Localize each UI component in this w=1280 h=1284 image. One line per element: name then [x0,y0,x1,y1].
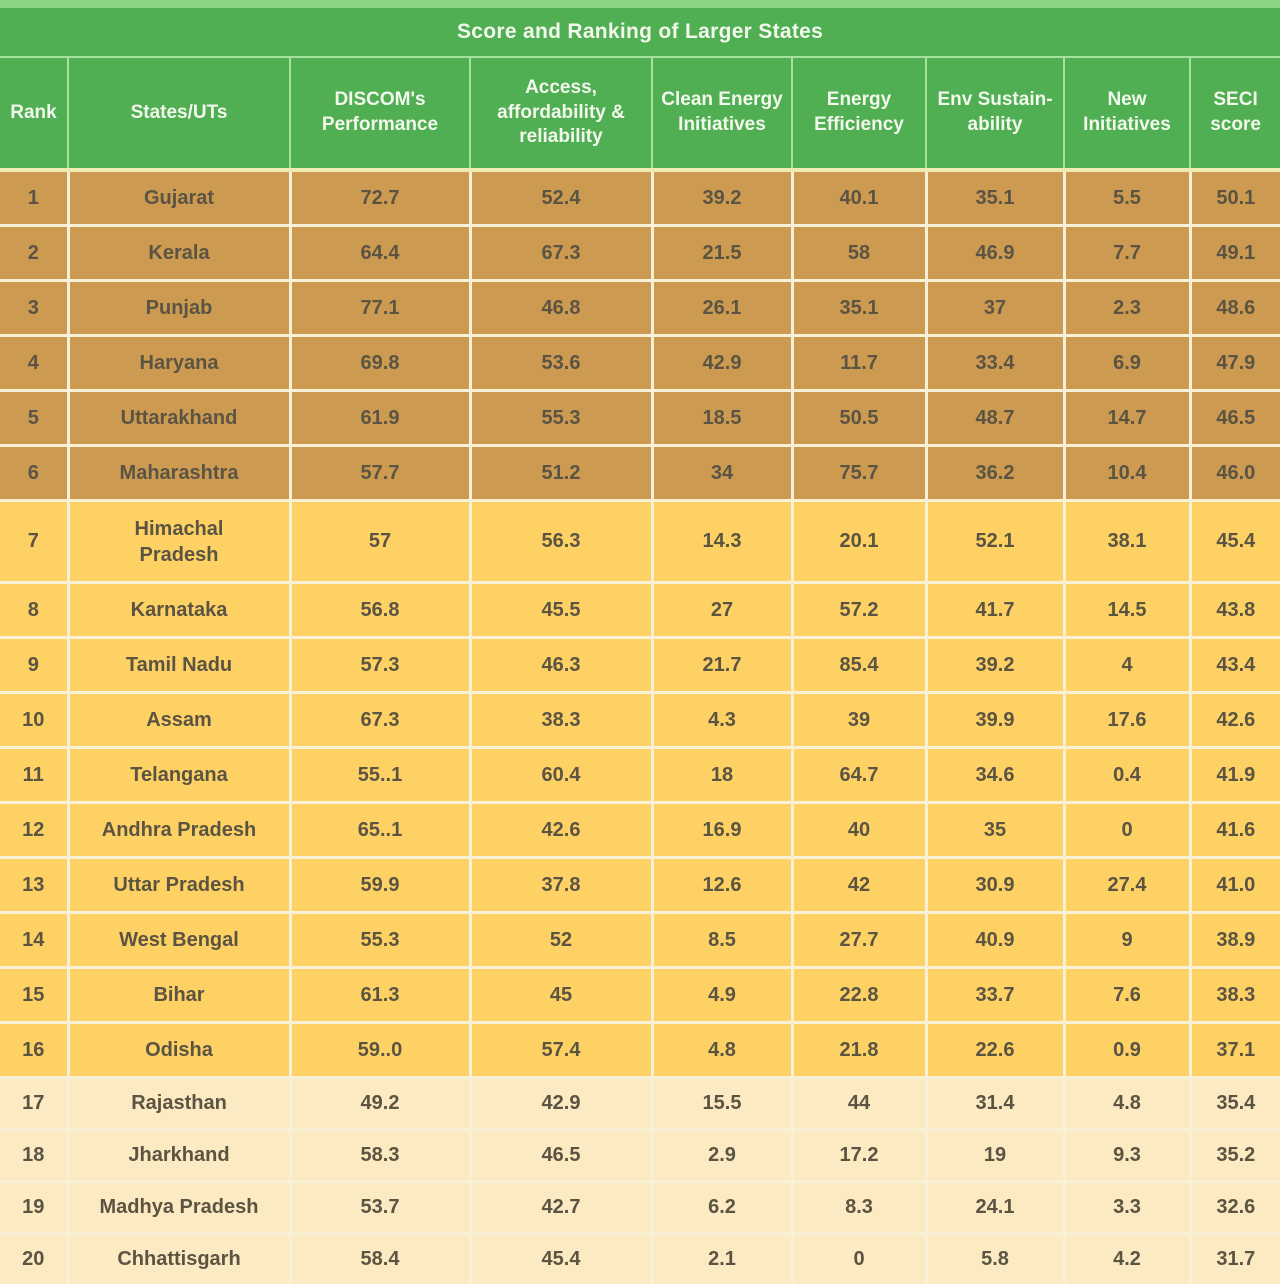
rank-cell: 14 [0,913,68,968]
rank-cell: 6 [0,446,68,501]
score-cell: 36.2 [926,446,1064,501]
score-cell: 4.9 [652,968,792,1023]
score-cell: 64.4 [290,226,470,281]
score-cell: 61.9 [290,391,470,446]
table-row [0,1234,1280,1284]
score-cell: 41.7 [926,583,1064,638]
score-cell: 45.5 [470,583,652,638]
rank-cell: 2 [0,226,68,281]
rank-cell: 16 [0,1023,68,1078]
score-cell: 60.4 [470,748,652,803]
score-cell: 12.6 [652,858,792,913]
state-cell: Chhattisgarh [68,1234,290,1284]
score-cell: 39.2 [652,170,792,226]
table-row [0,1023,1280,1078]
score-cell: 56.3 [470,501,652,583]
score-cell: 42.6 [470,803,652,858]
score-cell: 35.1 [792,281,926,336]
score-cell: 64.7 [792,748,926,803]
score-cell: 37.1 [1190,1023,1280,1078]
score-cell: 0 [1064,803,1190,858]
score-cell: 0 [792,1234,926,1284]
score-cell: 2.3 [1064,281,1190,336]
score-cell: 14.3 [652,501,792,583]
state-cell: Himachal Pradesh [68,501,290,583]
score-cell: 55.3 [470,391,652,446]
rank-cell: 1 [0,170,68,226]
score-cell: 20.1 [792,501,926,583]
score-cell: 40.9 [926,913,1064,968]
state-cell: Tamil Nadu [68,638,290,693]
score-cell: 19 [926,1130,1064,1182]
score-cell: 0.4 [1064,748,1190,803]
state-cell: Kerala [68,226,290,281]
score-cell: 4.8 [652,1023,792,1078]
rank-cell: 10 [0,693,68,748]
score-cell: 67.3 [470,226,652,281]
table-row [0,858,1280,913]
state-cell: Madhya Pradesh [68,1182,290,1234]
score-cell: 33.4 [926,336,1064,391]
score-cell: 6.9 [1064,336,1190,391]
score-cell: 41.9 [1190,748,1280,803]
score-cell: 45.4 [470,1234,652,1284]
score-cell: 26.1 [652,281,792,336]
score-cell: 15.5 [652,1078,792,1130]
table-row [0,913,1280,968]
score-cell: 30.9 [926,858,1064,913]
rank-cell: 7 [0,501,68,583]
score-cell: 45 [470,968,652,1023]
score-cell: 41.0 [1190,858,1280,913]
score-cell: 57 [290,501,470,583]
table-row [0,336,1280,391]
score-cell: 58 [792,226,926,281]
score-cell: 34.6 [926,748,1064,803]
score-cell: 46.9 [926,226,1064,281]
score-cell: 27.4 [1064,858,1190,913]
score-cell: 50.1 [1190,170,1280,226]
score-cell: 27 [652,583,792,638]
table-title-row [0,8,1280,57]
score-cell: 58.4 [290,1234,470,1284]
state-cell: Punjab [68,281,290,336]
score-cell: 42.7 [470,1182,652,1234]
score-cell: 6.2 [652,1182,792,1234]
score-cell: 41.6 [1190,803,1280,858]
table-row [0,583,1280,638]
rank-cell: 8 [0,583,68,638]
column-header-states-uts: States/UTs [68,57,290,170]
score-cell: 17.2 [792,1130,926,1182]
rank-cell: 15 [0,968,68,1023]
score-cell: 57.2 [792,583,926,638]
score-cell: 40 [792,803,926,858]
score-cell: 47.9 [1190,336,1280,391]
score-cell: 50.5 [792,391,926,446]
score-cell: 11.7 [792,336,926,391]
column-header-new-initiatives: New Initiatives [1064,57,1190,170]
rank-cell: 4 [0,336,68,391]
score-cell: 9.3 [1064,1130,1190,1182]
score-cell: 33.7 [926,968,1064,1023]
score-cell: 32.6 [1190,1182,1280,1234]
score-cell: 85.4 [792,638,926,693]
score-cell: 43.8 [1190,583,1280,638]
score-cell: 8.5 [652,913,792,968]
column-header-energy-efficiency: Energy Efficiency [792,57,926,170]
score-cell: 59.9 [290,858,470,913]
score-cell: 27.7 [792,913,926,968]
score-cell: 57.4 [470,1023,652,1078]
score-cell: 34 [652,446,792,501]
column-header-row [0,57,1280,170]
table-row [0,501,1280,583]
rank-cell: 11 [0,748,68,803]
column-header-rank: Rank [0,57,68,170]
table-row [0,1078,1280,1130]
state-cell: Karnataka [68,583,290,638]
state-cell: Uttarakhand [68,391,290,446]
page-title: Score and Ranking of Larger States [0,8,1280,57]
score-cell: 39.2 [926,638,1064,693]
score-cell: 10.4 [1064,446,1190,501]
state-cell: Bihar [68,968,290,1023]
table-row [0,170,1280,226]
score-cell: 37.8 [470,858,652,913]
score-cell: 7.6 [1064,968,1190,1023]
rank-cell: 17 [0,1078,68,1130]
score-cell: 42.9 [470,1078,652,1130]
score-cell: 65..1 [290,803,470,858]
table-row [0,803,1280,858]
ranking-table [0,8,1280,1284]
score-cell: 18.5 [652,391,792,446]
score-cell: 42 [792,858,926,913]
top-strip [0,0,1280,8]
score-cell: 72.7 [290,170,470,226]
rank-cell: 9 [0,638,68,693]
score-cell: 40.1 [792,170,926,226]
table-row [0,638,1280,693]
score-cell: 75.7 [792,446,926,501]
score-cell: 39 [792,693,926,748]
score-cell: 48.7 [926,391,1064,446]
score-cell: 51.2 [470,446,652,501]
score-cell: 46.8 [470,281,652,336]
score-cell: 4 [1064,638,1190,693]
table-row [0,1130,1280,1182]
score-cell: 7.7 [1064,226,1190,281]
score-cell: 5.8 [926,1234,1064,1284]
score-cell: 2.9 [652,1130,792,1182]
score-cell: 55.3 [290,913,470,968]
score-cell: 52 [470,913,652,968]
state-cell: Jharkhand [68,1130,290,1182]
score-cell: 46.5 [470,1130,652,1182]
score-cell: 77.1 [290,281,470,336]
state-cell: West Bengal [68,913,290,968]
state-cell: Rajasthan [68,1078,290,1130]
rank-cell: 5 [0,391,68,446]
score-cell: 35.4 [1190,1078,1280,1130]
score-cell: 57.7 [290,446,470,501]
rank-cell: 12 [0,803,68,858]
score-cell: 58.3 [290,1130,470,1182]
score-cell: 2.1 [652,1234,792,1284]
score-cell: 9 [1064,913,1190,968]
column-header-env-sustain-ability: Env Sustain-ability [926,57,1064,170]
score-cell: 17.6 [1064,693,1190,748]
score-cell: 59..0 [290,1023,470,1078]
score-cell: 35.2 [1190,1130,1280,1182]
score-cell: 24.1 [926,1182,1064,1234]
score-cell: 21.5 [652,226,792,281]
table-row [0,1182,1280,1234]
score-cell: 42.9 [652,336,792,391]
score-cell: 3.3 [1064,1182,1190,1234]
rank-cell: 3 [0,281,68,336]
score-cell: 38.9 [1190,913,1280,968]
state-cell: Telangana [68,748,290,803]
state-cell: Andhra Pradesh [68,803,290,858]
rank-cell: 18 [0,1130,68,1182]
table-row [0,281,1280,336]
state-cell: Uttar Pradesh [68,858,290,913]
score-cell: 16.9 [652,803,792,858]
column-header-clean-energy-initiatives: Clean Energy Initiatives [652,57,792,170]
score-cell: 21.8 [792,1023,926,1078]
score-cell: 39.9 [926,693,1064,748]
rank-cell: 13 [0,858,68,913]
score-cell: 49.1 [1190,226,1280,281]
column-header-seci-score: SECI score [1190,57,1280,170]
column-header-access-affordability-reliability: Access, affordability & reliability [470,57,652,170]
score-cell: 22.6 [926,1023,1064,1078]
table-row [0,968,1280,1023]
score-cell: 14.7 [1064,391,1190,446]
table-row [0,226,1280,281]
score-cell: 49.2 [290,1078,470,1130]
table-row [0,748,1280,803]
score-cell: 31.4 [926,1078,1064,1130]
table-row [0,446,1280,501]
score-cell: 38.3 [1190,968,1280,1023]
rank-cell: 20 [0,1234,68,1284]
score-cell: 42.6 [1190,693,1280,748]
score-cell: 55..1 [290,748,470,803]
score-cell: 53.7 [290,1182,470,1234]
score-cell: 0.9 [1064,1023,1190,1078]
state-cell: Assam [68,693,290,748]
score-cell: 46.3 [470,638,652,693]
score-cell: 22.8 [792,968,926,1023]
score-cell: 5.5 [1064,170,1190,226]
score-cell: 46.0 [1190,446,1280,501]
score-cell: 4.3 [652,693,792,748]
score-cell: 61.3 [290,968,470,1023]
column-header-discom-s-performance: DISCOM's Performance [290,57,470,170]
score-cell: 69.8 [290,336,470,391]
score-cell: 67.3 [290,693,470,748]
state-cell: Maharashtra [68,446,290,501]
score-cell: 4.2 [1064,1234,1190,1284]
state-cell: Odisha [68,1023,290,1078]
table-row [0,693,1280,748]
score-cell: 4.8 [1064,1078,1190,1130]
score-cell: 44 [792,1078,926,1130]
state-cell: Gujarat [68,170,290,226]
score-cell: 52.4 [470,170,652,226]
score-cell: 21.7 [652,638,792,693]
score-cell: 48.6 [1190,281,1280,336]
score-cell: 38.3 [470,693,652,748]
score-cell: 18 [652,748,792,803]
state-cell: Haryana [68,336,290,391]
rank-cell: 19 [0,1182,68,1234]
score-cell: 37 [926,281,1064,336]
score-cell: 35.1 [926,170,1064,226]
score-cell: 46.5 [1190,391,1280,446]
score-cell: 43.4 [1190,638,1280,693]
score-cell: 56.8 [290,583,470,638]
score-cell: 31.7 [1190,1234,1280,1284]
score-cell: 45.4 [1190,501,1280,583]
score-cell: 57.3 [290,638,470,693]
score-cell: 8.3 [792,1182,926,1234]
table-row [0,391,1280,446]
score-cell: 14.5 [1064,583,1190,638]
score-cell: 38.1 [1064,501,1190,583]
score-cell: 52.1 [926,501,1064,583]
score-cell: 35 [926,803,1064,858]
score-cell: 53.6 [470,336,652,391]
